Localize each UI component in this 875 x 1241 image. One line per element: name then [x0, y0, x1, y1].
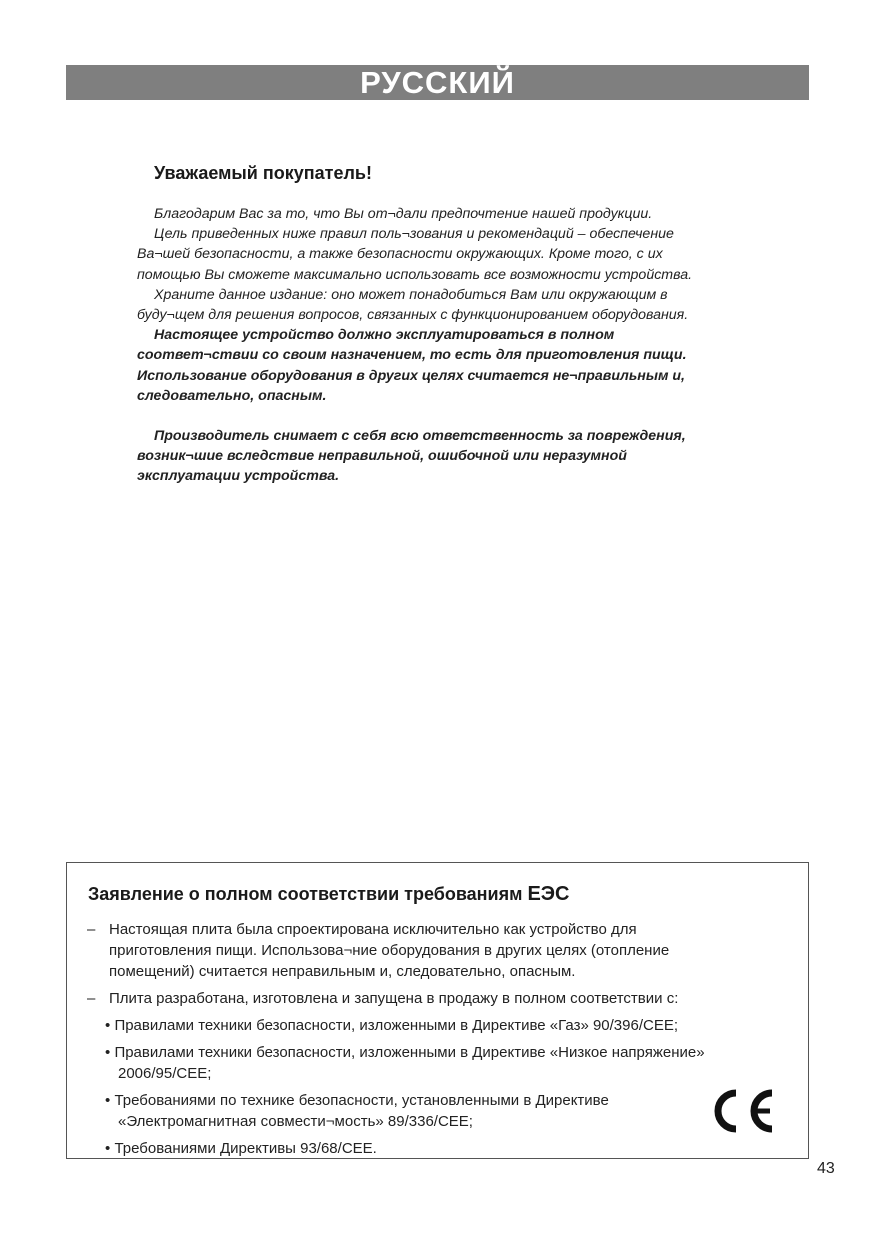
bullet-marker: • [105, 1092, 111, 1109]
ees-subitem [87, 1090, 797, 1111]
ees-subitem [87, 1042, 797, 1063]
intro-line-bold: Использование оборудования в других целях считается не¬правильным и, [137, 367, 686, 384]
ees-subitem-text: «Электромагнитная совмести¬мость» 89/336/CEE; [118, 1113, 473, 1130]
ees-subitem-text: 2006/95/CEE; [118, 1065, 212, 1082]
ees-subitem [87, 1138, 797, 1159]
dash-marker: – [87, 990, 96, 1007]
page-number: 43 [817, 1160, 835, 1177]
ees-item-text: Настоящая плита была спроектирована исключительно как устройство для [109, 921, 637, 938]
language-header [66, 65, 809, 100]
ce-mark-icon [707, 1087, 777, 1135]
ees-subitem-text: Правилами техники безопасности, изложенными в Директиве «Низкое напряжение» [114, 1044, 705, 1061]
intro-line: Храните данное издание: оно может понадобиться Вам или окружающим в [154, 286, 668, 303]
intro-line-bold: следовательно, опасным. [137, 387, 327, 404]
bullet-marker: • [105, 1044, 111, 1061]
intro-line: Благодарим Вас за то, что Вы от¬дали предпочтение нашей продукции. [154, 206, 653, 222]
ees-item-text: помещений) считается неправильным и, следовательно, опасным. [109, 963, 576, 980]
ees-subitem-text: Требованиями по технике безопасности, установленными в Директиве [114, 1092, 609, 1109]
intro-line-bold: соответ¬ствии со своим назначением, то есть для приготовления пищи. [137, 347, 687, 364]
greeting-heading: Уважаемый покупатель! [154, 163, 372, 183]
language-title: РУССКИЙ [360, 65, 515, 100]
ees-subitem [87, 1015, 797, 1036]
intro-line: помощью Вы сможете максимально использовать все возможности устройства. [137, 266, 693, 283]
ees-item [87, 919, 797, 940]
dash-marker: – [87, 921, 96, 938]
intro-line-bold: Настоящее устройство должно эксплуатироваться в полном [154, 327, 615, 344]
ees-title-text: Заявление о полном соответствии требованиям [88, 884, 528, 904]
intro-line: Цель приведенных ниже правил поль¬зования и рекомендаций – обеспечение [154, 226, 674, 243]
ees-item-text: Плита разработана, изготовлена и запущена в продажу в полном соответствии с: [109, 990, 679, 1007]
intro-line-bold: возник¬шие вследствие неправильной, ошибочной или неразумной [137, 448, 627, 465]
intro-line-bold: Производитель снимает с себя всю ответственность за повреждения, [154, 428, 686, 445]
ees-item [87, 988, 797, 1009]
ees-list [87, 919, 797, 1159]
intro-line: Ва¬шей безопасности, а также безопасности окружающих. Кроме того, с их [137, 246, 663, 263]
ees-declaration-box [66, 862, 809, 1159]
bullet-marker: • [105, 1140, 111, 1157]
bullet-marker: • [105, 1017, 111, 1034]
ees-item-text: приготовления пищи. Использова¬ние оборудования в других целях (отопление [109, 942, 670, 959]
ees-subitem-text: Требованиями Директивы 93/68/CEE. [114, 1140, 377, 1157]
intro-line-bold: эксплуатации устройства. [137, 468, 340, 485]
intro-text [137, 204, 757, 487]
intro-spacer [137, 406, 757, 426]
ees-title-abbr: ЕЭС [527, 883, 570, 905]
intro-line: буду¬щем для решения вопросов, связанных с функционированием оборудования. [137, 307, 689, 324]
ees-title [88, 883, 569, 906]
ees-subitem-text: Правилами техники безопасности, изложенными в Директиве «Газ» 90/396/CEE; [114, 1017, 679, 1034]
